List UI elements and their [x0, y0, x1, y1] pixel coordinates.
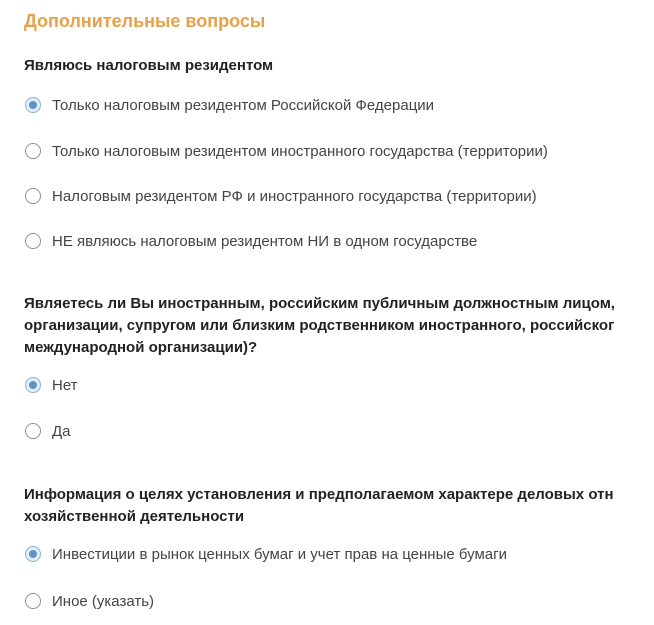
question-public-official: [24, 293, 615, 359]
question-line: организации, супругом или близким родственником иностранного, российског: [24, 317, 615, 334]
radio-option-no[interactable]: [25, 375, 78, 395]
radio-icon[interactable]: [25, 593, 41, 609]
radio-option-russia-only[interactable]: [25, 95, 434, 115]
radio-option-securities-investment[interactable]: [25, 544, 507, 564]
radio-option-no-residency[interactable]: [25, 231, 477, 251]
section-title: Дополнительные вопросы: [24, 11, 266, 31]
radio-icon[interactable]: [25, 377, 41, 393]
option-label: Только налоговым резидентом Российской Федерации: [52, 96, 435, 114]
radio-icon[interactable]: [25, 97, 41, 113]
radio-icon[interactable]: [25, 188, 41, 204]
option-label: Налоговым резидентом РФ и иностранного государства (территории): [52, 187, 537, 205]
radio-option-foreign-only[interactable]: [25, 141, 548, 161]
option-label: Только налоговым резидентом иностранного государства (территории): [52, 142, 548, 160]
option-label: Да: [52, 422, 71, 440]
option-label: Иное (указать): [52, 592, 155, 610]
radio-icon[interactable]: [25, 546, 41, 562]
question-tax-residency: Являюсь налоговым резидентом: [24, 57, 274, 74]
radio-icon[interactable]: [25, 423, 41, 439]
option-label: Инвестиции в рынок ценных бумаг и учет прав на ценные бумаги: [52, 545, 507, 563]
question-line: Являетесь ли Вы иностранным, российским публичным должностным лицом,: [24, 295, 615, 312]
radio-option-yes[interactable]: [25, 421, 71, 441]
option-label: НЕ являюсь налоговым резидентом НИ в одном государстве: [52, 232, 478, 250]
radio-option-russia-and-foreign[interactable]: [25, 186, 537, 206]
radio-option-other[interactable]: [25, 591, 154, 611]
option-label: Нет: [52, 376, 78, 394]
radio-icon[interactable]: [25, 143, 41, 159]
question-line: хозяйственной деятельности: [24, 508, 245, 525]
radio-icon[interactable]: [25, 233, 41, 249]
question-line: Информация о целях установления и предполагаемом характере деловых отн: [24, 486, 614, 503]
question-line: международной организации)?: [24, 339, 258, 356]
question-business-purpose: [24, 484, 614, 528]
